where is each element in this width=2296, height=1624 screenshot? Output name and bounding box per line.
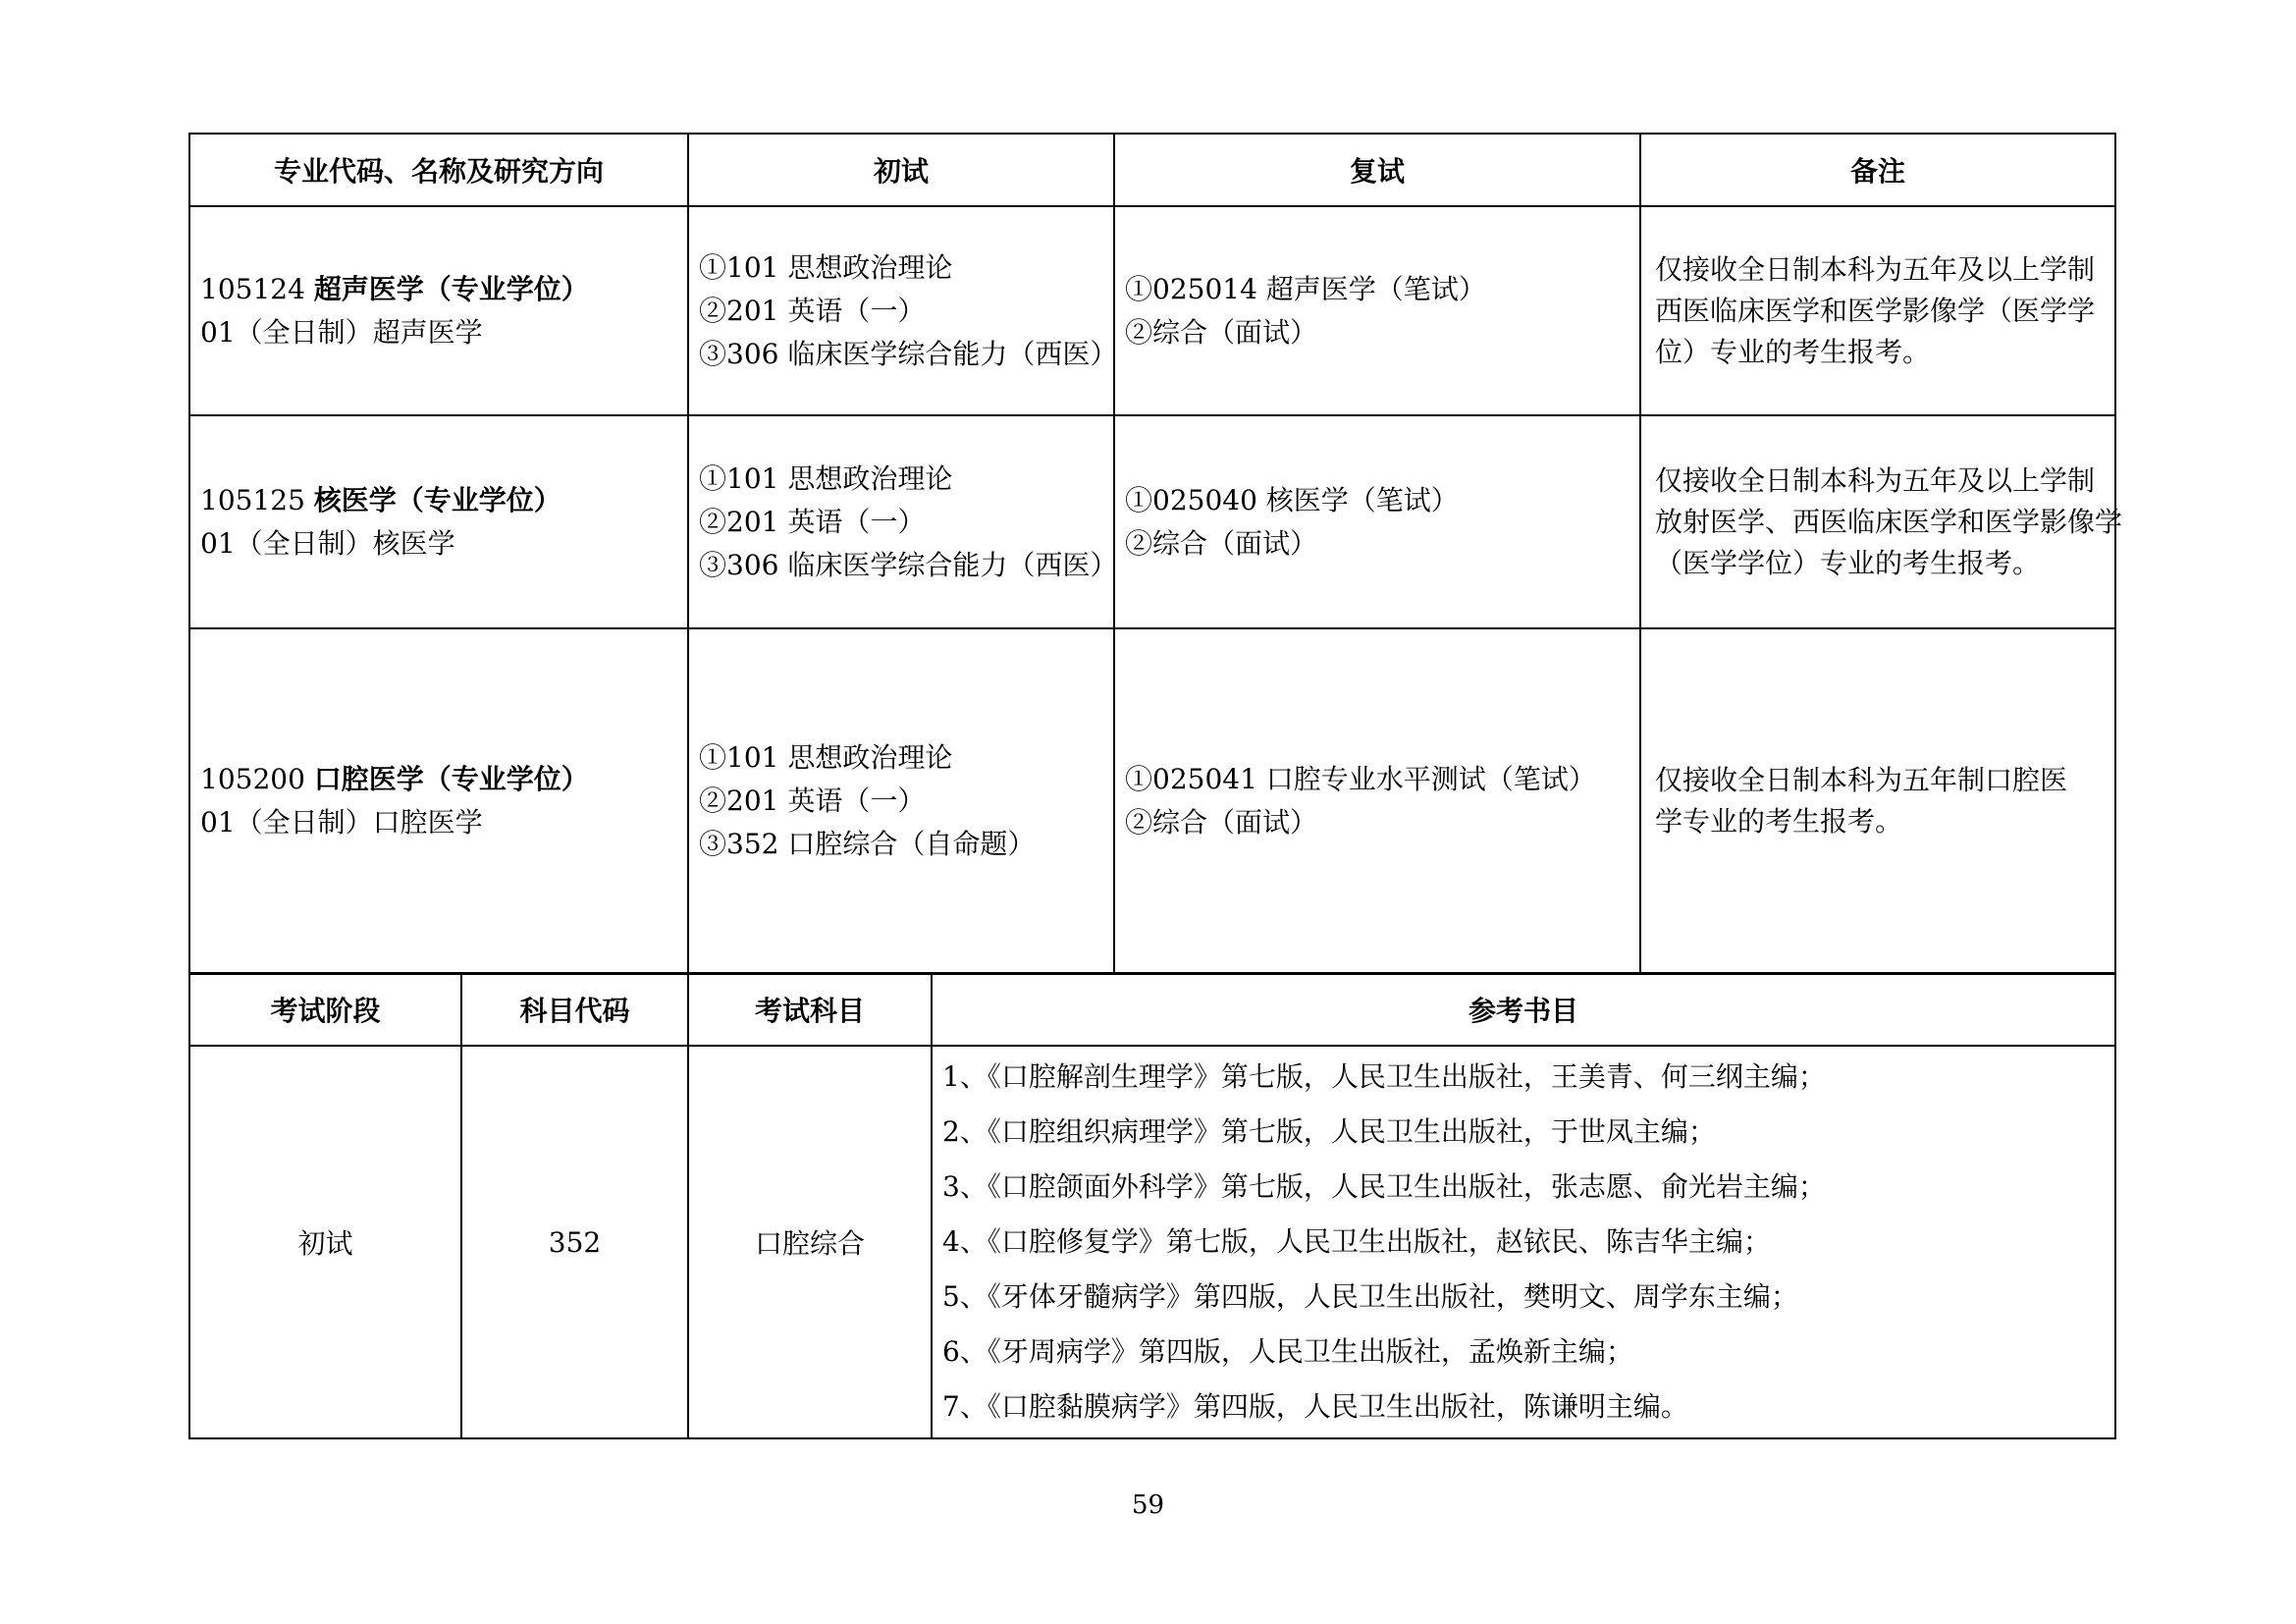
header-code: 科目代码 (461, 973, 688, 1046)
major-direction: 01（全日制）超声医学 (200, 315, 483, 349)
book-item: 1、《口腔解剖生理学》第七版，人民卫生出版社，王美青、何三纲主编； (942, 1060, 1826, 1093)
header-major: 专业代码、名称及研究方向 (189, 134, 688, 206)
initial-subject: ②201 英语（一） (699, 294, 926, 327)
initial-cell (688, 628, 1114, 974)
header-row (189, 973, 2115, 1046)
major-name: 超声医学（专业学位） (313, 272, 589, 305)
initial-cell (688, 415, 1118, 628)
retest-cell (1114, 206, 1640, 415)
header-note: 备注 (1640, 134, 2115, 206)
header-initial: 初试 (688, 134, 1114, 206)
note-line: 放射医学、西医临床医学和医学影像学 (1655, 505, 2123, 538)
note-line: 位）专业的考生报考。 (1655, 335, 1931, 368)
subject-code: 352 (461, 1046, 688, 1438)
note-line: 学专业的考生报考。 (1655, 805, 1903, 838)
book-item: 5、《牙体牙髓病学》第四版，人民卫生出版社，樊明文、周学东主编； (942, 1280, 1798, 1313)
major-name: 口腔医学（专业学位） (313, 763, 589, 795)
note-line: 仅接收全日制本科为五年及以上学制 (1655, 463, 2096, 497)
initial-subject: ③306 临床医学综合能力（西医） (699, 548, 1118, 581)
initial-subject: ③352 口腔综合（自命题） (699, 828, 1036, 860)
retest-cell (1114, 628, 1640, 974)
table-row (189, 628, 2115, 974)
major-code: 105125 (200, 483, 305, 516)
retest-subject: ②综合（面试） (1125, 526, 1318, 560)
major-cell (189, 206, 688, 415)
book-item: 7、《口腔黏膜病学》第四版，人民卫生出版社，陈谦明主编。 (942, 1390, 1688, 1423)
header-subject: 考试科目 (688, 973, 932, 1046)
initial-subject: ③306 临床医学综合能力（西医） (699, 337, 1118, 370)
initial-subject: ①101 思想政治理论 (699, 741, 953, 774)
page-number: 59 (1131, 1490, 1165, 1520)
retest-subject: ②综合（面试） (1125, 315, 1318, 349)
note-line: 西医临床医学和医学影像学（医学学 (1655, 294, 2096, 327)
note-line: 仅接收全日制本科为五年及以上学制 (1655, 252, 2096, 286)
initial-subject: ②201 英语（一） (699, 785, 926, 817)
book-item: 3、《口腔颌面外科学》第七版，人民卫生出版社，张志愿、俞光岩主编； (942, 1170, 1826, 1203)
note-cell (1640, 206, 2115, 415)
header-books: 参考书目 (932, 973, 2115, 1046)
header-retest: 复试 (1114, 134, 1640, 206)
exam-stage: 初试 (189, 1046, 461, 1438)
retest-subject: ①025041 口腔专业水平测试（笔试） (1125, 763, 1596, 795)
table-row (189, 206, 2115, 415)
header-row (189, 134, 2115, 206)
initial-subject: ①101 思想政治理论 (699, 461, 953, 495)
retest-cell (1114, 415, 1640, 628)
note-cell (1640, 628, 2115, 974)
major-code: 105124 (200, 272, 305, 305)
book-item: 2、《口腔组织病理学》第七版，人民卫生出版社，于世凤主编； (942, 1115, 1716, 1148)
major-direction: 01（全日制）核医学 (200, 526, 455, 560)
subject-name: 口腔综合 (688, 1046, 932, 1438)
retest-subject: ①025040 核医学（笔试） (1125, 483, 1459, 516)
major-code: 105200 (200, 763, 305, 795)
book-item: 4、《口腔修复学》第七版，人民卫生出版社，赵铱民、陈吉华主编； (942, 1225, 1771, 1258)
note-line: （医学学位）专业的考生报考。 (1655, 546, 2041, 579)
note-line: 仅接收全日制本科为五年制口腔医 (1655, 764, 2068, 796)
retest-subject: ①025014 超声医学（笔试） (1125, 272, 1486, 305)
header-stage: 考试阶段 (189, 973, 461, 1046)
note-cell (1640, 415, 2123, 628)
initial-subject: ①101 思想政治理论 (699, 250, 953, 284)
admission-table (188, 133, 2123, 975)
table-row (189, 1046, 2115, 1438)
major-cell (189, 415, 688, 628)
table-row (189, 415, 2115, 628)
retest-subject: ②综合（面试） (1125, 806, 1318, 839)
major-direction: 01（全日制）口腔医学 (200, 806, 483, 839)
book-item: 6、《牙周病学》第四版，人民卫生出版社，孟焕新主编； (942, 1335, 1633, 1368)
initial-subject: ②201 英语（一） (699, 505, 926, 538)
initial-cell (688, 206, 1118, 415)
books-cell (932, 1046, 2115, 1438)
major-cell (189, 628, 688, 974)
reference-books-table (188, 972, 2116, 1439)
major-name: 核医学（专业学位） (313, 483, 561, 516)
